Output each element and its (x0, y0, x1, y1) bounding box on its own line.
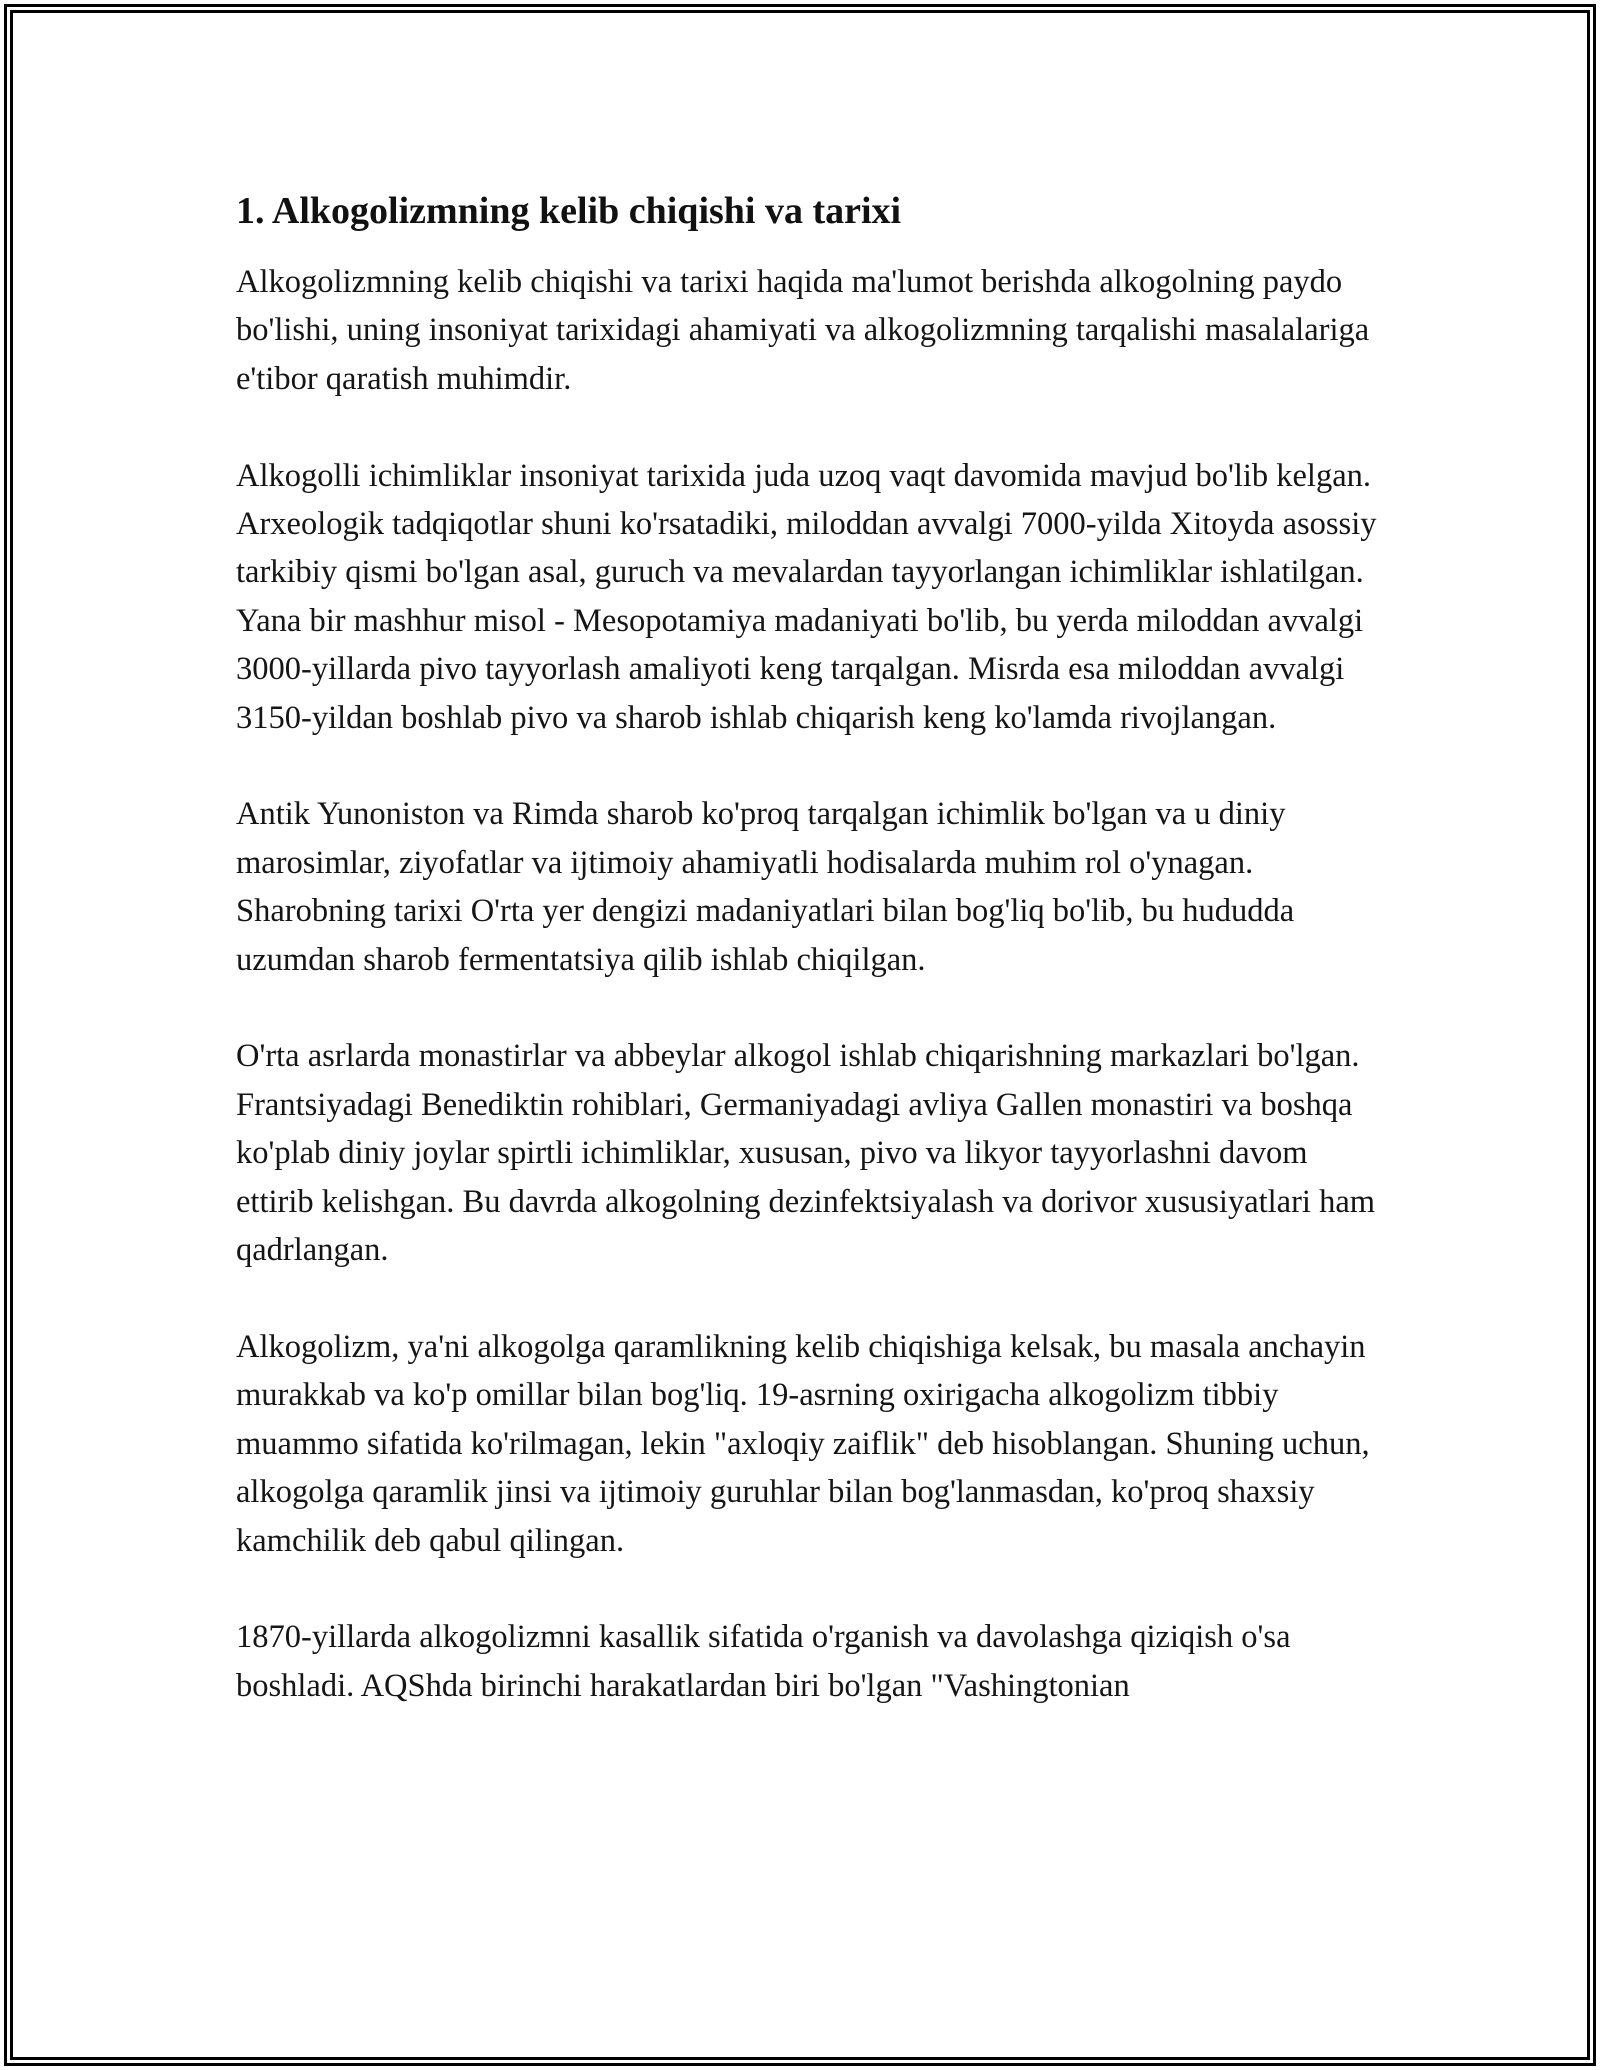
paragraph-1870s: 1870-yillarda alkogolizmni kasallik sifatida o'rganish va davolashga qiziqish o'sa boshladi. AQShda birinchi harakatlardan biri bo'lgan "Vashingtonian (236, 1619, 1291, 1704)
paragraph-greece-rome: Antik Yunoniston va Rimda sharob ko'proq tarqalgan ichimlik bo'lgan va u diniy marosimlar, ziyofatlar va ijtimoiy ahamiyatli hodisalarda muhim rol o'ynagan. Sharobning tarixi O'rta yer dengizi madaniyatlari bilan bog'liq bo'lib, bu hududda uzumdan sharob fermentatsiya qilib ishlab chiqilgan. (236, 796, 1295, 978)
paragraph-intro: Alkogolizmning kelib chiqishi va tarixi haqida ma'lumot berishda alkogolning paydo bo'lishi, uning insoniyat tarixidagi ahamiyati va alkogolizmning tarqalishi masalalariga e'tibor qaratish muhimdir. (236, 264, 1370, 397)
paragraph-ancient-history: Alkogolli ichimliklar insoniyat tarixida juda uzoq vaqt davomida mavjud bo'lib kelgan. Arxeologik tadqiqotlar shuni ko'rsatadiki, miloddan avvalgi 7000-yilda Xitoyda asossiy tarkibiy qismi bo'lgan asal, guruch va mevalardan tayyorlangan ichimliklar ishlatilgan. Yana bir mashhur misol - Mesopotamiya madaniyati bo'lib, bu yerda miloddan avvalgi 3000-yillarda pivo tayyorlash amaliyoti keng tarqalgan. Misrda esa miloddan avvalgi 3150-yildan boshlab pivo va sharob ishlab chiqarish keng ko'lamda rivojlangan. (236, 457, 1377, 736)
section-heading: 1. Alkogolizmning kelib chiqishi va tarixi (236, 190, 902, 232)
paragraph-middle-ages: O'rta asrlarda monastirlar va abbeylar alkogol ishlab chiqarishning markazlari bo'lgan. Frantsiyadagi Benediktin rohiblari, Germaniyadagi avliya Gallen monastiri va boshqa ko'plab diniy joylar spirtli ichimliklar, xususan, pivo va likyor tayyorlashni davom ettirib kelishgan. Bu davrda alkogolning dezinfektsiyalash va dorivor xususiyatlari ham qadrlangan. (236, 1038, 1376, 1269)
paragraph-alcoholism-origin: Alkogolizm, ya'ni alkogolga qaramlikning kelib chiqishiga kelsak, bu masala anchayin murakkab va ko'p omillar bilan bog'liq. 19-asrning oxirigacha alkogolizm tibbiy muammo sifatida ko'rilmagan, lekin "axloqiy zaiflik" deb hisoblangan. Shuning uchun, alkogolga qaramlik jinsi va ijtimoiy guruhlar bilan bog'lanmasdan, ko'proq shaxsiy kamchilik deb qabul qilingan. (236, 1328, 1370, 1559)
document-body (236, 186, 1386, 1710)
